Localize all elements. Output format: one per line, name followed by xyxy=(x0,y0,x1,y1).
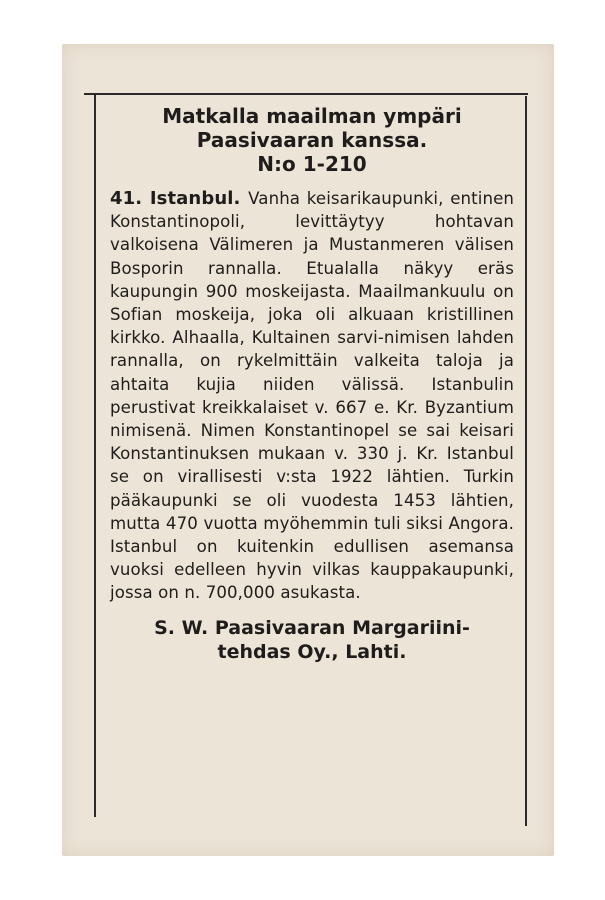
card-content xyxy=(110,104,514,664)
series-title-line-1: Matkalla maailman ympäri xyxy=(162,104,462,128)
series-number-range: N:o 1-210 xyxy=(257,152,367,176)
series-title-line-2: Paasivaaran kanssa. xyxy=(196,128,428,152)
border-rule-left xyxy=(94,93,96,817)
border-rule-top xyxy=(84,93,528,95)
card-description xyxy=(110,187,514,605)
publisher-line-2: tehdas Oy., Lahti. xyxy=(217,640,407,663)
border-rule-right xyxy=(525,96,527,826)
entry-body: Vanha keisarikaupunki, entinen Konstantinopoli, levittäytyy hohtavan valkoisena Välimeren ja Mustanmeren välisen Bosporin rannalla. Etualalla näkyy eräs kaupungin 900 moskeijasta. Maailmankuulu on Sofian moskeija, joka oli alkuaan kristillinen kirkko. Alhaalla, Kultainen sarvi-nimisen lahden rannalla, on rykelmittäin valkeita taloja ja ahtaita kujia niiden välissä. Istanbulin perustivat kreikkalaiset v. 667 e. Kr. Byzantium nimisenä. Nimen Konstantinopel se sai keisari Konstantinuksen mukaan v. 330 j. Kr. Istanbul se on virallisesti v:sta 1922 lähtien. Turkin pääkaupunki se oli vuodesta 1453 lähtien, mutta 470 vuotta myöhemmin tuli siksi Angora. Istanbul on kuitenkin edullisen asemansa vuoksi edelleen hyvin vilkas kauppakaupunki, jossa on n. 700,000 asukasta. xyxy=(110,189,514,603)
entry-title: 41. Istanbul. xyxy=(110,188,249,209)
trading-card xyxy=(62,44,554,856)
publisher-line-1: S. W. Paasivaaran Margariini- xyxy=(154,616,470,639)
